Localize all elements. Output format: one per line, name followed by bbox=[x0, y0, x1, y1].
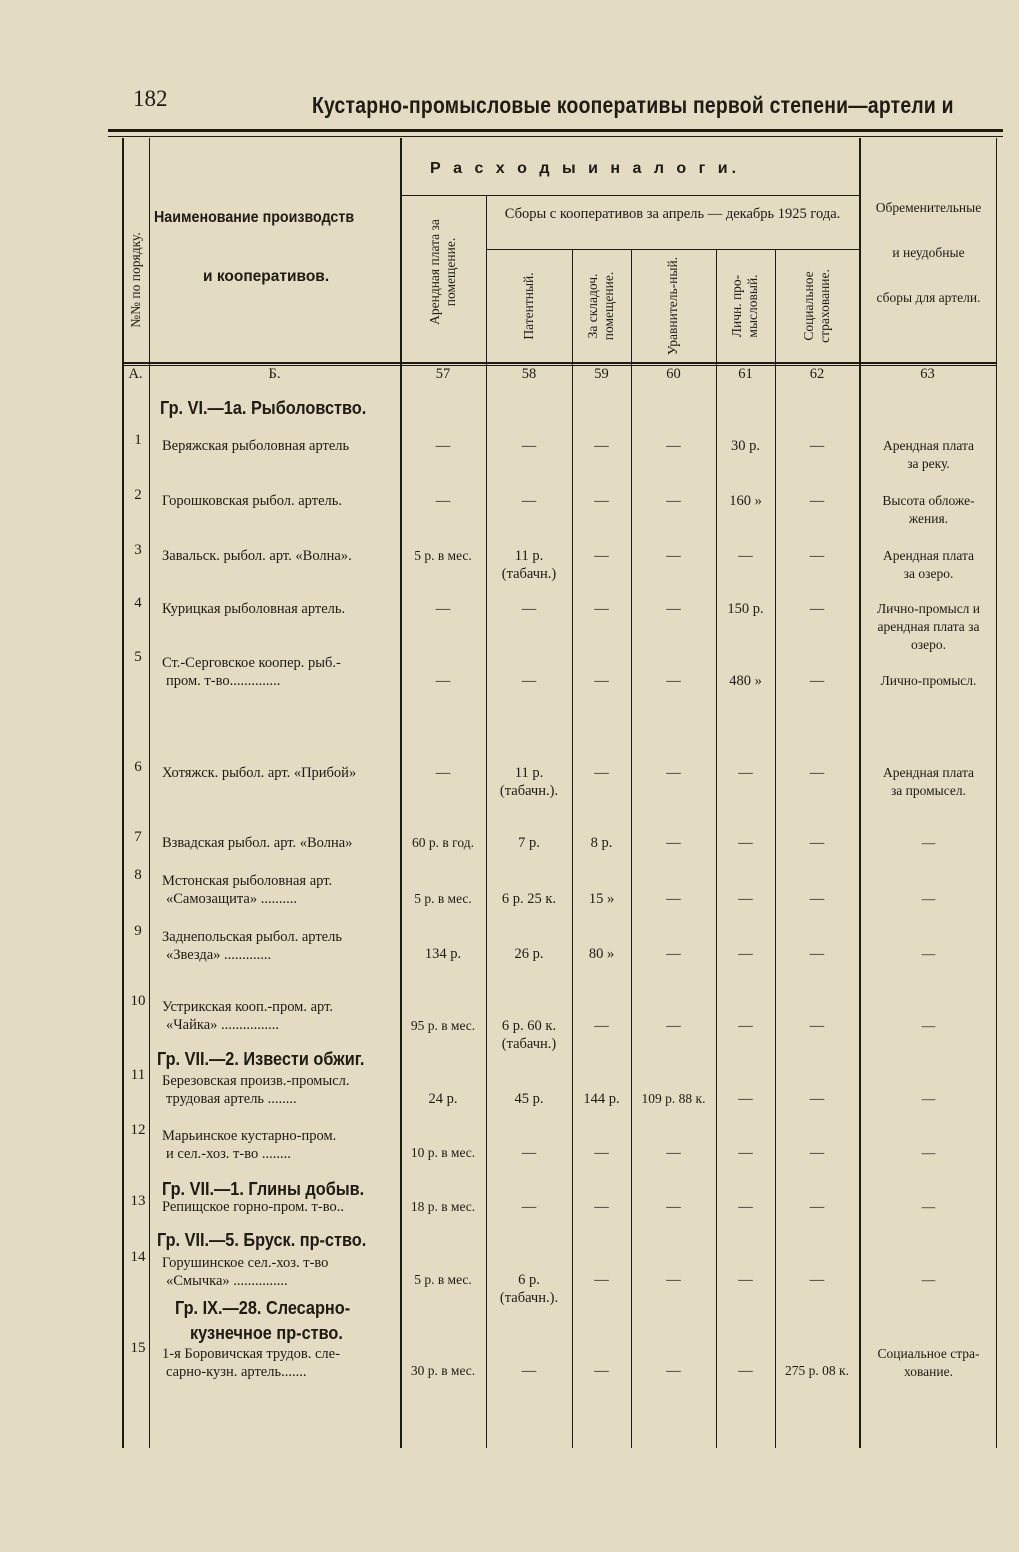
cell-c62: — bbox=[809, 548, 825, 564]
cell-c61: — bbox=[738, 1272, 753, 1288]
cooperative-name: Горошковская рыбол. артель. bbox=[162, 493, 342, 509]
page-number: 182 bbox=[133, 86, 168, 111]
vline-b bbox=[400, 138, 402, 1448]
cooperative-name: Завальск. рыбол. арт. «Волна». bbox=[162, 548, 352, 564]
col-59-header: За складоч. помещение. bbox=[585, 271, 616, 341]
cooperative-name: Мстонская рыболовная арт. bbox=[162, 873, 333, 889]
cell-c58: — bbox=[521, 1145, 537, 1161]
column-number: 57 bbox=[435, 366, 451, 382]
cooperative-name: «Чайка» ................ bbox=[166, 1017, 280, 1033]
group-heading: Гр. VII.—2. Извести обжиг. bbox=[157, 1048, 365, 1069]
cell-c63: — bbox=[921, 946, 936, 961]
cell-c63: за промысел. bbox=[890, 783, 967, 798]
cell-c62: — bbox=[809, 438, 825, 454]
cell-c58: 7 р. bbox=[518, 835, 540, 851]
cooperative-name: Устрикская кооп.-пром. арт. bbox=[162, 999, 333, 1015]
group-heading: Гр. VII.—1. Глины добыв. bbox=[162, 1178, 365, 1199]
cell-c57: 60 р. в год. bbox=[412, 835, 474, 850]
row-number: 15 bbox=[130, 1340, 146, 1356]
cell-c60: — bbox=[666, 765, 681, 781]
cell-c62: — bbox=[809, 1018, 825, 1034]
row-number: 3 bbox=[134, 542, 142, 558]
row-number: 11 bbox=[130, 1067, 146, 1083]
cell-c63: — bbox=[921, 1145, 936, 1160]
cell-c58: 6 р. 25 к. bbox=[501, 891, 557, 907]
cooperative-name: сарно-кузн. артель....... bbox=[166, 1364, 307, 1380]
cell-c57: 5 р. в мес. bbox=[414, 548, 472, 563]
fees-subrule bbox=[486, 249, 859, 250]
cell-c58: 11 р. bbox=[514, 765, 544, 781]
cooperative-name: Заднепольская рыбол. артель bbox=[162, 929, 342, 945]
cell-c58: 6 р. 60 к. bbox=[501, 1018, 557, 1034]
cell-c60: — bbox=[666, 1363, 681, 1379]
cooperative-name: Ст.-Серговское коопер. рыб.- bbox=[162, 655, 341, 671]
cell-c60: — bbox=[666, 601, 681, 617]
column-number: 63 bbox=[920, 366, 935, 382]
cell-c57: — bbox=[435, 765, 451, 781]
row-number: 8 bbox=[134, 867, 142, 883]
cell-c61: — bbox=[738, 946, 753, 962]
col-60-header: Уравнитель-ный. bbox=[665, 256, 680, 356]
cell-c60: — bbox=[666, 1272, 681, 1288]
col-a-header: №№ по порядку. bbox=[128, 232, 143, 328]
vline-right bbox=[996, 138, 997, 1448]
cell-c58: — bbox=[521, 601, 537, 617]
cell-c59: — bbox=[594, 1272, 609, 1288]
cell-c62: — bbox=[809, 891, 825, 907]
cell-c59: — bbox=[594, 1018, 609, 1034]
cell-c63: жения. bbox=[908, 511, 949, 526]
cell-c59: — bbox=[594, 765, 609, 781]
cell-c58: (табачн.). bbox=[499, 783, 559, 799]
cell-c63: Арендная плата bbox=[882, 438, 975, 453]
col-62-header: Социальное страхование. bbox=[801, 269, 832, 343]
cell-c62: — bbox=[809, 493, 825, 509]
cell-c60: — bbox=[666, 493, 681, 509]
cell-c63: — bbox=[921, 1091, 936, 1106]
cell-c63: — bbox=[921, 1018, 936, 1033]
row-number: 14 bbox=[130, 1249, 146, 1265]
cell-c57: 134 р. bbox=[424, 946, 462, 962]
cell-c57: 10 р. в мес. bbox=[410, 1145, 476, 1160]
col-63-header-line1: Обременительные bbox=[875, 200, 982, 215]
cell-c60: — bbox=[666, 1199, 681, 1215]
cell-c63: Социальное стра- bbox=[877, 1346, 980, 1361]
cell-c63: Арендная плата bbox=[882, 765, 975, 780]
cell-c57: 24 р. bbox=[428, 1091, 458, 1107]
cell-c58: — bbox=[521, 1363, 537, 1379]
cell-c61: — bbox=[738, 1145, 753, 1161]
col-61-header: Личн. про-мысловый. bbox=[729, 274, 760, 338]
cell-c62: 275 р. 08 к. bbox=[785, 1363, 849, 1378]
cooperative-name: «Звезда» ............. bbox=[166, 947, 272, 963]
row-number: 7 bbox=[134, 829, 142, 845]
cooperative-name: и сел.-хоз. т-во ........ bbox=[166, 1146, 291, 1162]
cooperative-name: Взвадская рыбол. арт. «Волна» bbox=[162, 835, 353, 851]
cell-c63: — bbox=[921, 835, 936, 850]
cell-c57: 95 р. в мес. bbox=[410, 1018, 476, 1033]
fees-header: Сборы с кооперативов за апрель — декабрь 1925 года. bbox=[504, 206, 841, 222]
vline-57 bbox=[486, 196, 487, 1448]
cell-c60: — bbox=[666, 946, 681, 962]
expenses-header: Р а с х о д ы и н а л о г и. bbox=[430, 160, 741, 177]
column-number: Б. bbox=[268, 366, 281, 382]
cell-c61: — bbox=[738, 1363, 753, 1379]
cell-c58: — bbox=[521, 673, 537, 689]
cooperative-name: трудовая артель ........ bbox=[166, 1091, 297, 1107]
cell-c63: за озеро. bbox=[903, 566, 954, 581]
group-heading: Гр. IX.—28. Слесарно- bbox=[175, 1297, 351, 1318]
column-number: 58 bbox=[521, 366, 537, 382]
cell-c57: — bbox=[435, 493, 451, 509]
cell-c61: 30 р. bbox=[731, 438, 760, 454]
group-heading: Гр. VI.—1а. Рыболовство. bbox=[160, 397, 367, 418]
row-number: 4 bbox=[134, 595, 142, 611]
col-63-header-line2: и неудобные bbox=[892, 245, 965, 260]
cooperative-name: Репищское горно-пром. т-во.. bbox=[162, 1199, 344, 1215]
cell-c59: — bbox=[594, 1199, 609, 1215]
cell-c61: 160 » bbox=[729, 493, 762, 509]
cell-c62: — bbox=[809, 1199, 825, 1215]
col-58-header: Патентный. bbox=[521, 272, 536, 340]
cell-c60: — bbox=[666, 1018, 681, 1034]
cell-c58: 6 р. bbox=[518, 1272, 540, 1288]
cell-c63: — bbox=[921, 891, 936, 906]
column-number: А. bbox=[128, 366, 143, 382]
row-number: 2 bbox=[134, 487, 142, 503]
cell-c63: арендная плата за bbox=[877, 619, 980, 634]
cell-c63: — bbox=[921, 1272, 936, 1287]
cell-c61: — bbox=[738, 765, 753, 781]
cooperative-name: Хотяжск. рыбол. арт. «Прибой» bbox=[162, 765, 357, 781]
column-number: 62 bbox=[809, 366, 825, 382]
cell-c60: — bbox=[666, 673, 681, 689]
cooperative-name: 1-я Боровичская трудов. сле- bbox=[162, 1346, 340, 1362]
cell-c58: — bbox=[521, 1199, 537, 1215]
cell-c62: — bbox=[809, 1272, 825, 1288]
col-b-header-line1: Наименование производств bbox=[154, 209, 355, 226]
cell-c59: 8 р. bbox=[590, 835, 613, 851]
expenses-subrule bbox=[400, 195, 859, 196]
cell-c59: — bbox=[594, 548, 609, 564]
cell-c63: Арендная плата bbox=[882, 548, 975, 563]
cell-c59: 144 р. bbox=[583, 1091, 620, 1107]
cell-c57: 18 р. в мес. bbox=[410, 1199, 476, 1214]
cell-c60: — bbox=[666, 1145, 681, 1161]
column-number: 61 bbox=[738, 366, 753, 382]
cell-c57: — bbox=[435, 438, 451, 454]
cell-c63: озеро. bbox=[911, 637, 946, 652]
cell-c58: 45 р. bbox=[514, 1091, 544, 1107]
cell-c62: — bbox=[809, 673, 825, 689]
top-rule-thick bbox=[108, 129, 1003, 132]
cell-c63: Лично-промысл и bbox=[876, 601, 981, 616]
top-rule-thin bbox=[108, 136, 1003, 137]
cell-c58: (табачн.). bbox=[499, 1290, 559, 1306]
cell-c59: — bbox=[594, 493, 609, 509]
cell-c61: — bbox=[738, 891, 753, 907]
cell-c61: — bbox=[738, 1091, 753, 1107]
row-number: 10 bbox=[130, 993, 146, 1009]
cell-c59: 80 » bbox=[588, 946, 615, 962]
cell-c62: — bbox=[809, 765, 825, 781]
cooperative-name: пром. т-во.............. bbox=[166, 673, 281, 689]
cell-c61: — bbox=[738, 1018, 753, 1034]
cell-c60: — bbox=[666, 438, 681, 454]
cell-c63: Лично-промысл. bbox=[880, 673, 977, 688]
cell-c63: — bbox=[921, 1199, 936, 1214]
cell-c59: — bbox=[594, 1145, 609, 1161]
cell-c57: 5 р. в мес. bbox=[414, 891, 472, 906]
cell-c57: 30 р. в мес. bbox=[410, 1363, 476, 1378]
cooperative-name: «Самозащита» .......... bbox=[166, 891, 297, 907]
row-number: 5 bbox=[134, 649, 142, 665]
cell-c61: — bbox=[738, 1199, 753, 1215]
group-heading: Гр. VII.—5. Бруск. пр-ство. bbox=[157, 1229, 367, 1250]
col-63-header-line3: сборы для артели. bbox=[876, 290, 981, 305]
cell-c63: хование. bbox=[904, 1364, 953, 1379]
cell-c60: — bbox=[666, 548, 681, 564]
row-number: 13 bbox=[130, 1193, 146, 1209]
page-title: Кустарно-промысловые кооперативы первой степени—артели и bbox=[312, 92, 954, 118]
cell-c58: — bbox=[521, 493, 537, 509]
cooperative-name: Марьинское кустарно-пром. bbox=[162, 1128, 337, 1144]
cell-c62: — bbox=[809, 1145, 825, 1161]
cooperative-name: «Смычка» ............... bbox=[166, 1273, 288, 1289]
cooperative-name: Горушинское сел.-хоз. т-во bbox=[162, 1255, 329, 1271]
cooperative-name: Березовская произв.-промысл. bbox=[162, 1073, 350, 1089]
column-number: 59 bbox=[594, 366, 609, 382]
row-number: 12 bbox=[130, 1122, 146, 1138]
cell-c61: 150 р. bbox=[727, 601, 764, 617]
cell-c59: 15 » bbox=[588, 891, 615, 907]
cell-c59: — bbox=[594, 601, 609, 617]
cooperative-name: Веряжская рыболовная артель bbox=[162, 438, 350, 454]
cell-c62: — bbox=[809, 946, 825, 962]
cooperative-name: Курицкая рыболовная артель. bbox=[162, 601, 346, 617]
cell-c62: — bbox=[809, 601, 825, 617]
cell-c57: — bbox=[435, 601, 451, 617]
group-heading: кузнечное пр-ство. bbox=[190, 1322, 343, 1343]
row-number: 6 bbox=[134, 759, 142, 775]
column-number: 60 bbox=[666, 366, 681, 382]
cell-c62: — bbox=[809, 835, 825, 851]
cell-c63: Высота обложе- bbox=[882, 493, 975, 508]
cell-c59: — bbox=[594, 438, 609, 454]
col-b-header-line2: и кооперативов. bbox=[203, 268, 330, 285]
header-bottom-rule bbox=[122, 362, 996, 364]
cell-c61: 480 » bbox=[729, 673, 762, 689]
cell-c60: — bbox=[666, 835, 681, 851]
cell-c63: за реку. bbox=[907, 456, 950, 471]
cell-c59: — bbox=[594, 1363, 609, 1379]
cell-c60: — bbox=[666, 891, 681, 907]
cell-c57: — bbox=[435, 673, 451, 689]
col-57-header: Арендная плата за помещение. bbox=[427, 219, 458, 325]
row-number: 1 bbox=[134, 432, 142, 448]
cell-c58: 26 р. bbox=[514, 946, 544, 962]
cell-c60: 109 р. 88 к. bbox=[641, 1091, 706, 1106]
cell-c62: — bbox=[809, 1091, 825, 1107]
cell-c57: 5 р. в мес. bbox=[414, 1272, 472, 1287]
cell-c61: — bbox=[738, 835, 753, 851]
cell-c58: (табачн.) bbox=[501, 566, 557, 582]
row-number: 9 bbox=[134, 923, 142, 939]
cell-c58: (табачн.) bbox=[501, 1036, 557, 1052]
cell-c58: 11 р. bbox=[514, 548, 544, 564]
cell-c61: — bbox=[738, 548, 753, 564]
cell-c58: — bbox=[521, 438, 537, 454]
cell-c59: — bbox=[594, 673, 609, 689]
